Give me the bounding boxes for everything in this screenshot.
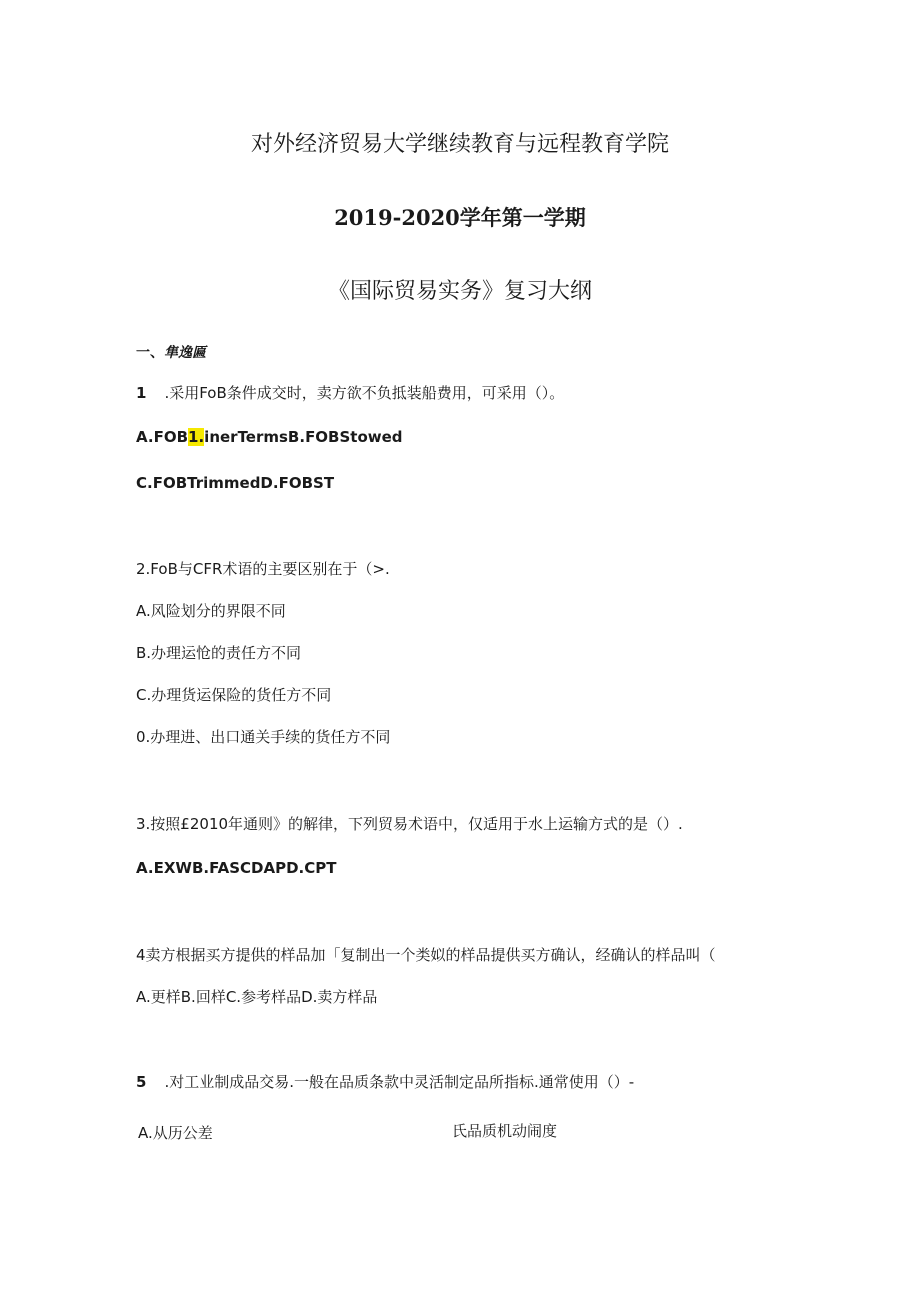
question-1-options-cd: C.FOBTrimmedD.FOBST: [136, 474, 335, 492]
question-3-stem: 3.按照£2010年通则》的解律，下列贸易术语中，仅适用于水上运输方式的是（）.: [136, 815, 683, 833]
section-name: 隼逸匾: [164, 345, 206, 361]
option-text: inerTermsB.FOBStowed: [204, 428, 403, 446]
question-2-option-d: 0.办理进、出口通关手续的货任方不同: [136, 728, 391, 746]
question-5-number: 5: [136, 1073, 147, 1091]
question-5-stem: [136, 1071, 634, 1092]
question-1-stem: [136, 382, 564, 403]
term-title: 2019-2020学年第一学期: [334, 205, 586, 230]
question-1-number: 1: [136, 384, 147, 402]
question-5-text: .对工业制成品交易.一般在品质条款中灵活制定品所指标.通常使用（）-: [164, 1073, 635, 1091]
option-text: A.FOB: [136, 428, 189, 446]
question-1-text: .采用FoB条件成交时，卖方欲不负抵装船费用，可采用（）。: [164, 384, 565, 402]
section-number: 一、: [136, 345, 164, 361]
highlighted-text: 1.: [188, 428, 205, 446]
question-4-stem: 4卖方根据买方提供的样品加「复制出一个类姒的样品提供买方确认，经确认的样品叫（: [136, 946, 716, 964]
question-2-option-c: C.办理货运保险的货任方不同: [136, 686, 332, 704]
question-5-option-a: A.从历公差: [138, 1124, 213, 1142]
question-2-option-a: A.风险划分的界限不同: [136, 602, 286, 620]
question-4-options: A.更样B.回样C.参考样品D.卖方样品: [136, 988, 378, 1006]
document-title: 《国际贸易实务》复习大纲: [327, 279, 592, 304]
question-2-option-b: B.办理运怆的责任方不同: [136, 644, 302, 662]
section-heading: [136, 342, 206, 362]
question-2-stem: 2.FoB与CFR术语的主要区别在于（>.: [136, 560, 390, 578]
question-5-option-b: 氏品质机动闹度: [452, 1122, 558, 1140]
institution-title: 对外经济贸易大学继续教育与远程教育学院: [250, 132, 669, 157]
question-3-options: A.EXWB.FASCDAPD.CPT: [136, 859, 337, 877]
question-1-options-ab: [136, 428, 403, 446]
